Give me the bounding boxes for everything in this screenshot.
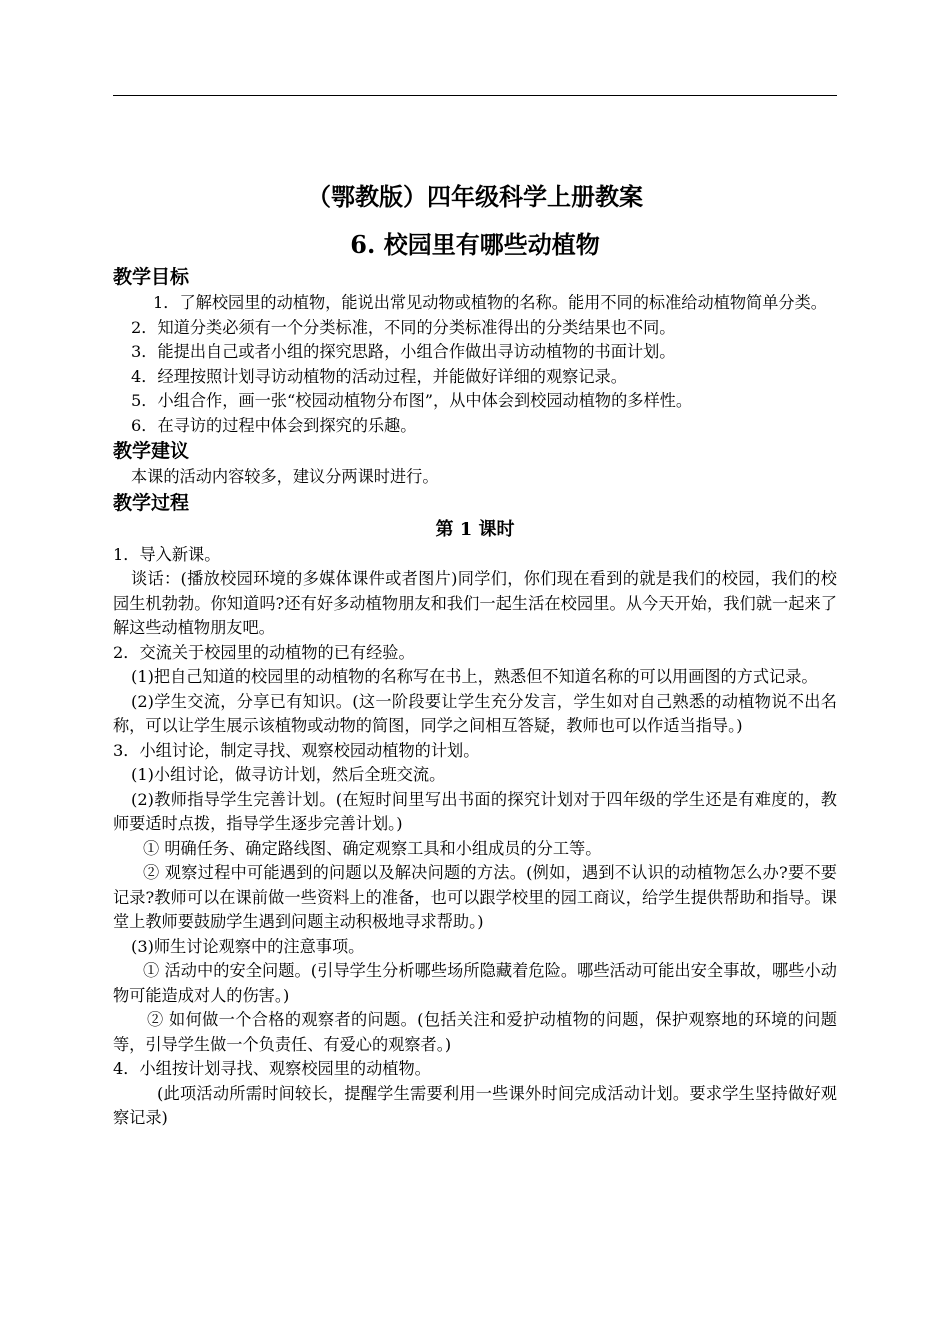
objective-item: 3．能提出自己或者小组的探究思路，小组合作做出寻访动植物的书面计划。: [131, 342, 676, 361]
process-heading: 教学过程: [113, 491, 190, 514]
process-paragraph: (1)把自己知道的校园里的动植物的名称写在书上，熟悉但不知道名称的可以用画图的方式记录。: [131, 667, 818, 686]
process-paragraph: (3)师生讨论观察中的注意事项。: [131, 936, 365, 956]
objective-item: 6．在寻访的过程中体会到探究的乐趣。: [131, 415, 417, 435]
process-paragraph: (2)学生交流，分享已有知识。(这一阶段要让学生充分发言，学生如对自己熟悉的动植物说不出名称，可以让学生展示该植物或动物的简图，同学之间相互答疑，教师也可以作适当指导。): [113, 691, 837, 735]
process-paragraph: ② 如何做一个合格的观察者的问题。(包括关注和爱护动植物的问题，保护观察地的环境的问题等，引导学生做一个负责任、有爱心的观察者。): [113, 1010, 837, 1054]
process-step: 1．导入新课。: [113, 544, 221, 564]
objective-item: 1．了解校园里的动植物，能说出常见动物或植物的名称。能用不同的标准给动植物简单分类。: [153, 293, 827, 312]
document-page: [113, 180, 837, 1131]
process-paragraph: ① 活动中的安全问题。(引导学生分析哪些场所隐藏着危险。哪些活动可能出安全事故，哪些小动物可能造成对人的伤害。): [113, 961, 837, 1005]
process-paragraph: (此项活动所需时间较长，提醒学生需要利用一些课外时间完成活动计划。要求学生坚持做好观察记录): [113, 1083, 837, 1127]
suggestion-heading: 教学建议: [113, 440, 190, 462]
suggestion-text: 本课的活动内容较多，建议分两课时进行。: [131, 467, 439, 486]
process-step: 4．小组按计划寻找、观察校园里的动植物。: [113, 1059, 431, 1078]
document-title: （鄂教版）四年级科学上册教案: [307, 182, 643, 211]
process-step: 3．小组讨论，制定寻找、观察校园动植物的计划。: [113, 740, 480, 760]
process-paragraph: ① 明确任务、确定路线图、确定观察工具和小组成员的分工等。: [143, 838, 602, 858]
process-paragraph: ② 观察过程中可能遇到的问题以及解决问题的方法。(例如，遇到不认识的动植物怎么办?要不要记录?教师可以在课前做一些资料上的准备，也可以跟学校里的园工商议，给学生提供帮助和指导。课堂上教师要鼓励学生遇到问题主动积极地寻求帮助。): [113, 863, 837, 931]
lesson-period-title: 第 1 课时: [435, 518, 515, 540]
process-paragraph: (1)小组讨论，做寻访计划，然后全班交流。: [131, 765, 446, 784]
process-paragraph: 谈话：(播放校园环境的多媒体课件或者图片)同学们，你们现在看到的就是我们的校园，我们的校园生机勃勃。你知道吗?还有好多动植物朋友和我们一起生活在校园里。从今天开始，我们就一起来了解这些动植物朋友吧。: [113, 569, 837, 637]
header-rule: [113, 95, 837, 96]
objective-item: 4．经理按照计划寻访动植物的活动过程，并能做好详细的观察记录。: [131, 366, 627, 386]
process-step: 2．交流关于校园里的动植物的已有经验。: [113, 642, 415, 662]
objective-item: 5．小组合作，画一张“校园动植物分布图”，从中体会到校园动植物的多样性。: [131, 391, 693, 410]
objective-item: 2．知道分类必须有一个分类标准，不同的分类标准得出的分类结果也不同。: [131, 317, 676, 337]
process-paragraph: (2)教师指导学生完善计划。(在短时间里写出书面的探究计划对于四年级的学生还是有难度的，教师要适时点拨，指导学生逐步完善计划。): [113, 789, 837, 833]
lesson-subtitle: 6. 校园里有哪些动植物: [350, 230, 600, 259]
objectives-heading: 教学目标: [113, 266, 190, 288]
